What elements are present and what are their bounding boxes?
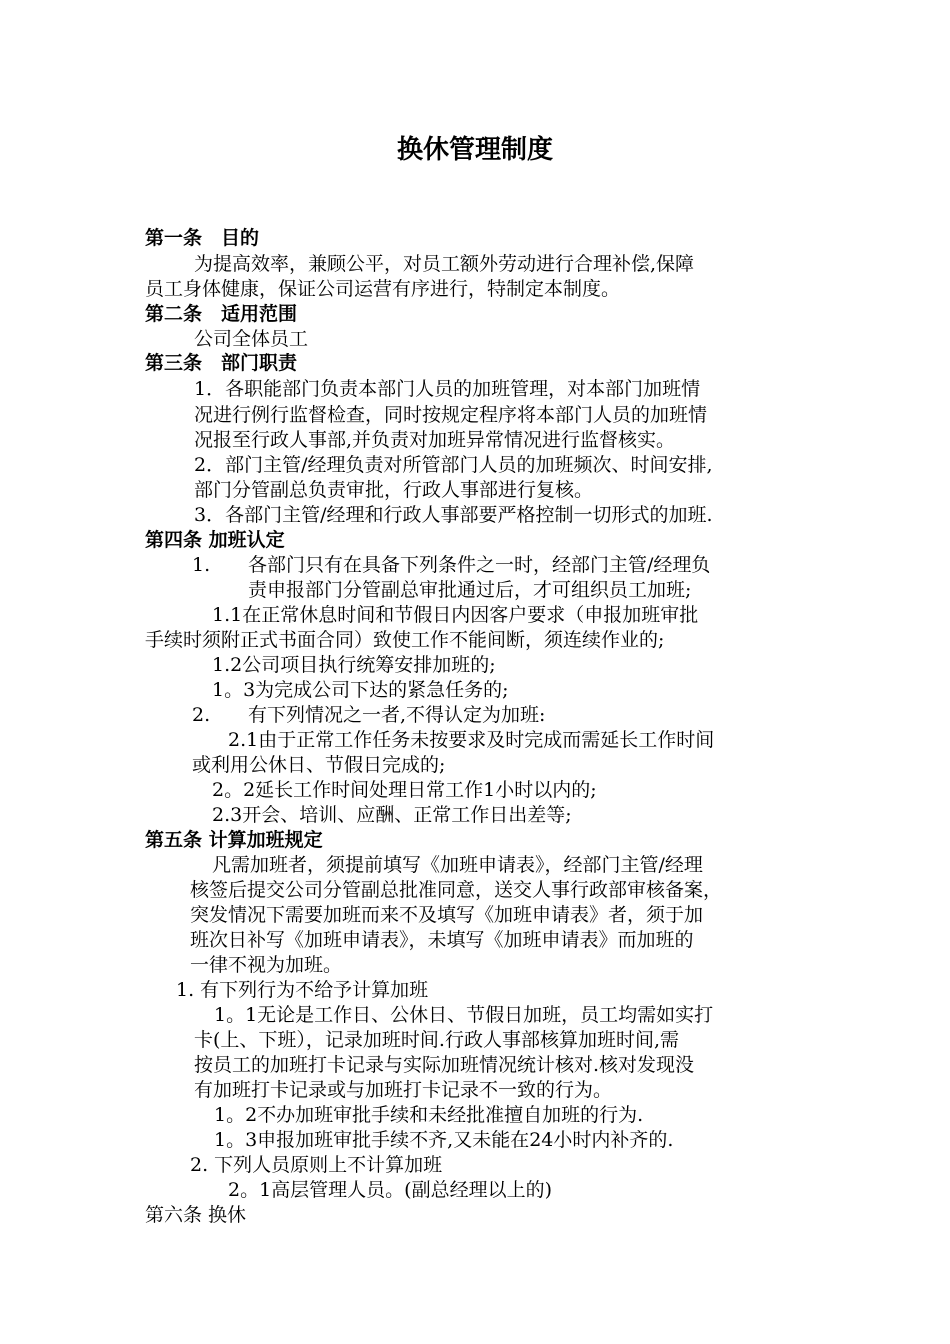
paragraph-line: 1．各职能部门负责本部门人员的加班管理，对本部门加班情 xyxy=(194,378,701,400)
list-number: 2. xyxy=(192,704,211,726)
paragraph-line: 责申报部门分管副总审批通过后，才可组织员工加班; xyxy=(248,579,692,601)
paragraph-line: 2。1高层管理人员。(副总经理以上的) xyxy=(228,1179,553,1201)
paragraph-line: 或利用公休日、节假日完成的; xyxy=(192,754,446,776)
paragraph-line: 1。1无论是工作日、公休日、节假日加班，员工均需如实打 xyxy=(214,1004,714,1026)
paragraph-line: 班次日补写《加班申请表》，未填写《加班申请表》而加班的 xyxy=(190,929,694,951)
paragraph-line: 部门分管副总负责审批，行政人事部进行复核。 xyxy=(194,479,594,501)
paragraph-line: 1.1在正常休息时间和节假日内因客户要求（申报加班审批 xyxy=(212,604,699,626)
paragraph-line: 2.1由于正常工作任务未按要求及时完成而需延长工作时间 xyxy=(228,729,715,751)
list-number: 1. xyxy=(192,554,211,576)
paragraph-line: 突发情况下需要加班而来不及填写《加班申请表》者，须于加 xyxy=(190,904,704,926)
paragraph-line: 员工身体健康，保证公司运营有序进行，特制定本制度。 xyxy=(145,278,621,300)
paragraph-line: 1。2不办加班审批手续和未经批准擅自加班的行为. xyxy=(214,1104,644,1126)
paragraph-line: 2．部门主管/经理负责对所管部门人员的加班频次、时间安排, xyxy=(194,454,713,476)
paragraph-line: 况进行例行监督检查，同时按规定程序将本部门人员的加班情 xyxy=(194,404,708,426)
paragraph-line: 况报至行政人事部,并负责对加班异常情况进行监督核实。 xyxy=(194,429,676,451)
article-4-heading: 第四条 加班认定 xyxy=(145,529,285,551)
paragraph-line: 核签后提交公司分管副总批准同意，送交人事行政部审核备案， xyxy=(190,879,723,901)
paragraph-line: 3．各部门主管/经理和行政人事部要严格控制一切形式的加班. xyxy=(194,504,713,526)
paragraph-line: 1.2公司项目执行统筹安排加班的; xyxy=(212,654,496,676)
paragraph-line: 凡需加班者，须提前填写《加班申请表》，经部门主管/经理 xyxy=(212,854,703,876)
article-5-heading: 第五条 计算加班规定 xyxy=(145,829,323,851)
article-6-heading: 第六条 换休 xyxy=(145,1204,247,1226)
paragraph-line: 2.3开会、培训、应酬、正常工作日出差等; xyxy=(212,804,572,826)
paragraph-line: 一律不视为加班。 xyxy=(190,954,343,976)
paragraph-line: 为提高效率，兼顾公平，对员工额外劳动进行合理补偿,保障 xyxy=(194,253,695,275)
paragraph-line: 卡(上、下班），记录加班时间.行政人事部核算加班时间,需 xyxy=(194,1029,679,1051)
article-2-heading: 第二条 适用范围 xyxy=(145,303,298,325)
document-title: 换休管理制度 xyxy=(396,135,553,165)
paragraph-line: 2。2延长工作时间处理日常工作1小时以内的; xyxy=(212,779,597,801)
paragraph-line: 有下列情况之一者,不得认定为加班: xyxy=(248,704,546,726)
paragraph-line: 1. 有下列行为不给予计算加班 xyxy=(176,979,429,1001)
paragraph-line: 1。3为完成公司下达的紧急任务的; xyxy=(212,679,509,701)
paragraph-line: 2. 下列人员原则上不计算加班 xyxy=(190,1154,443,1176)
paragraph-line: 按员工的加班打卡记录与实际加班情况统计核对.核对发现没 xyxy=(194,1054,695,1076)
paragraph-line: 各部门只有在具备下列条件之一时，经部门主管/经理负 xyxy=(248,554,711,576)
paragraph-line: 有加班打卡记录或与加班打卡记录不一致的行为。 xyxy=(194,1079,613,1101)
article-1-heading: 第一条 目的 xyxy=(145,227,260,249)
paragraph-line: 公司全体员工 xyxy=(194,328,309,350)
paragraph-line: 手续时须附正式书面合同）致使工作不能间断，须连续作业的; xyxy=(145,629,665,651)
article-3-heading: 第三条 部门职责 xyxy=(145,352,298,374)
paragraph-line: 1。3申报加班审批手续不齐,又未能在24小时内补齐的. xyxy=(214,1129,674,1151)
